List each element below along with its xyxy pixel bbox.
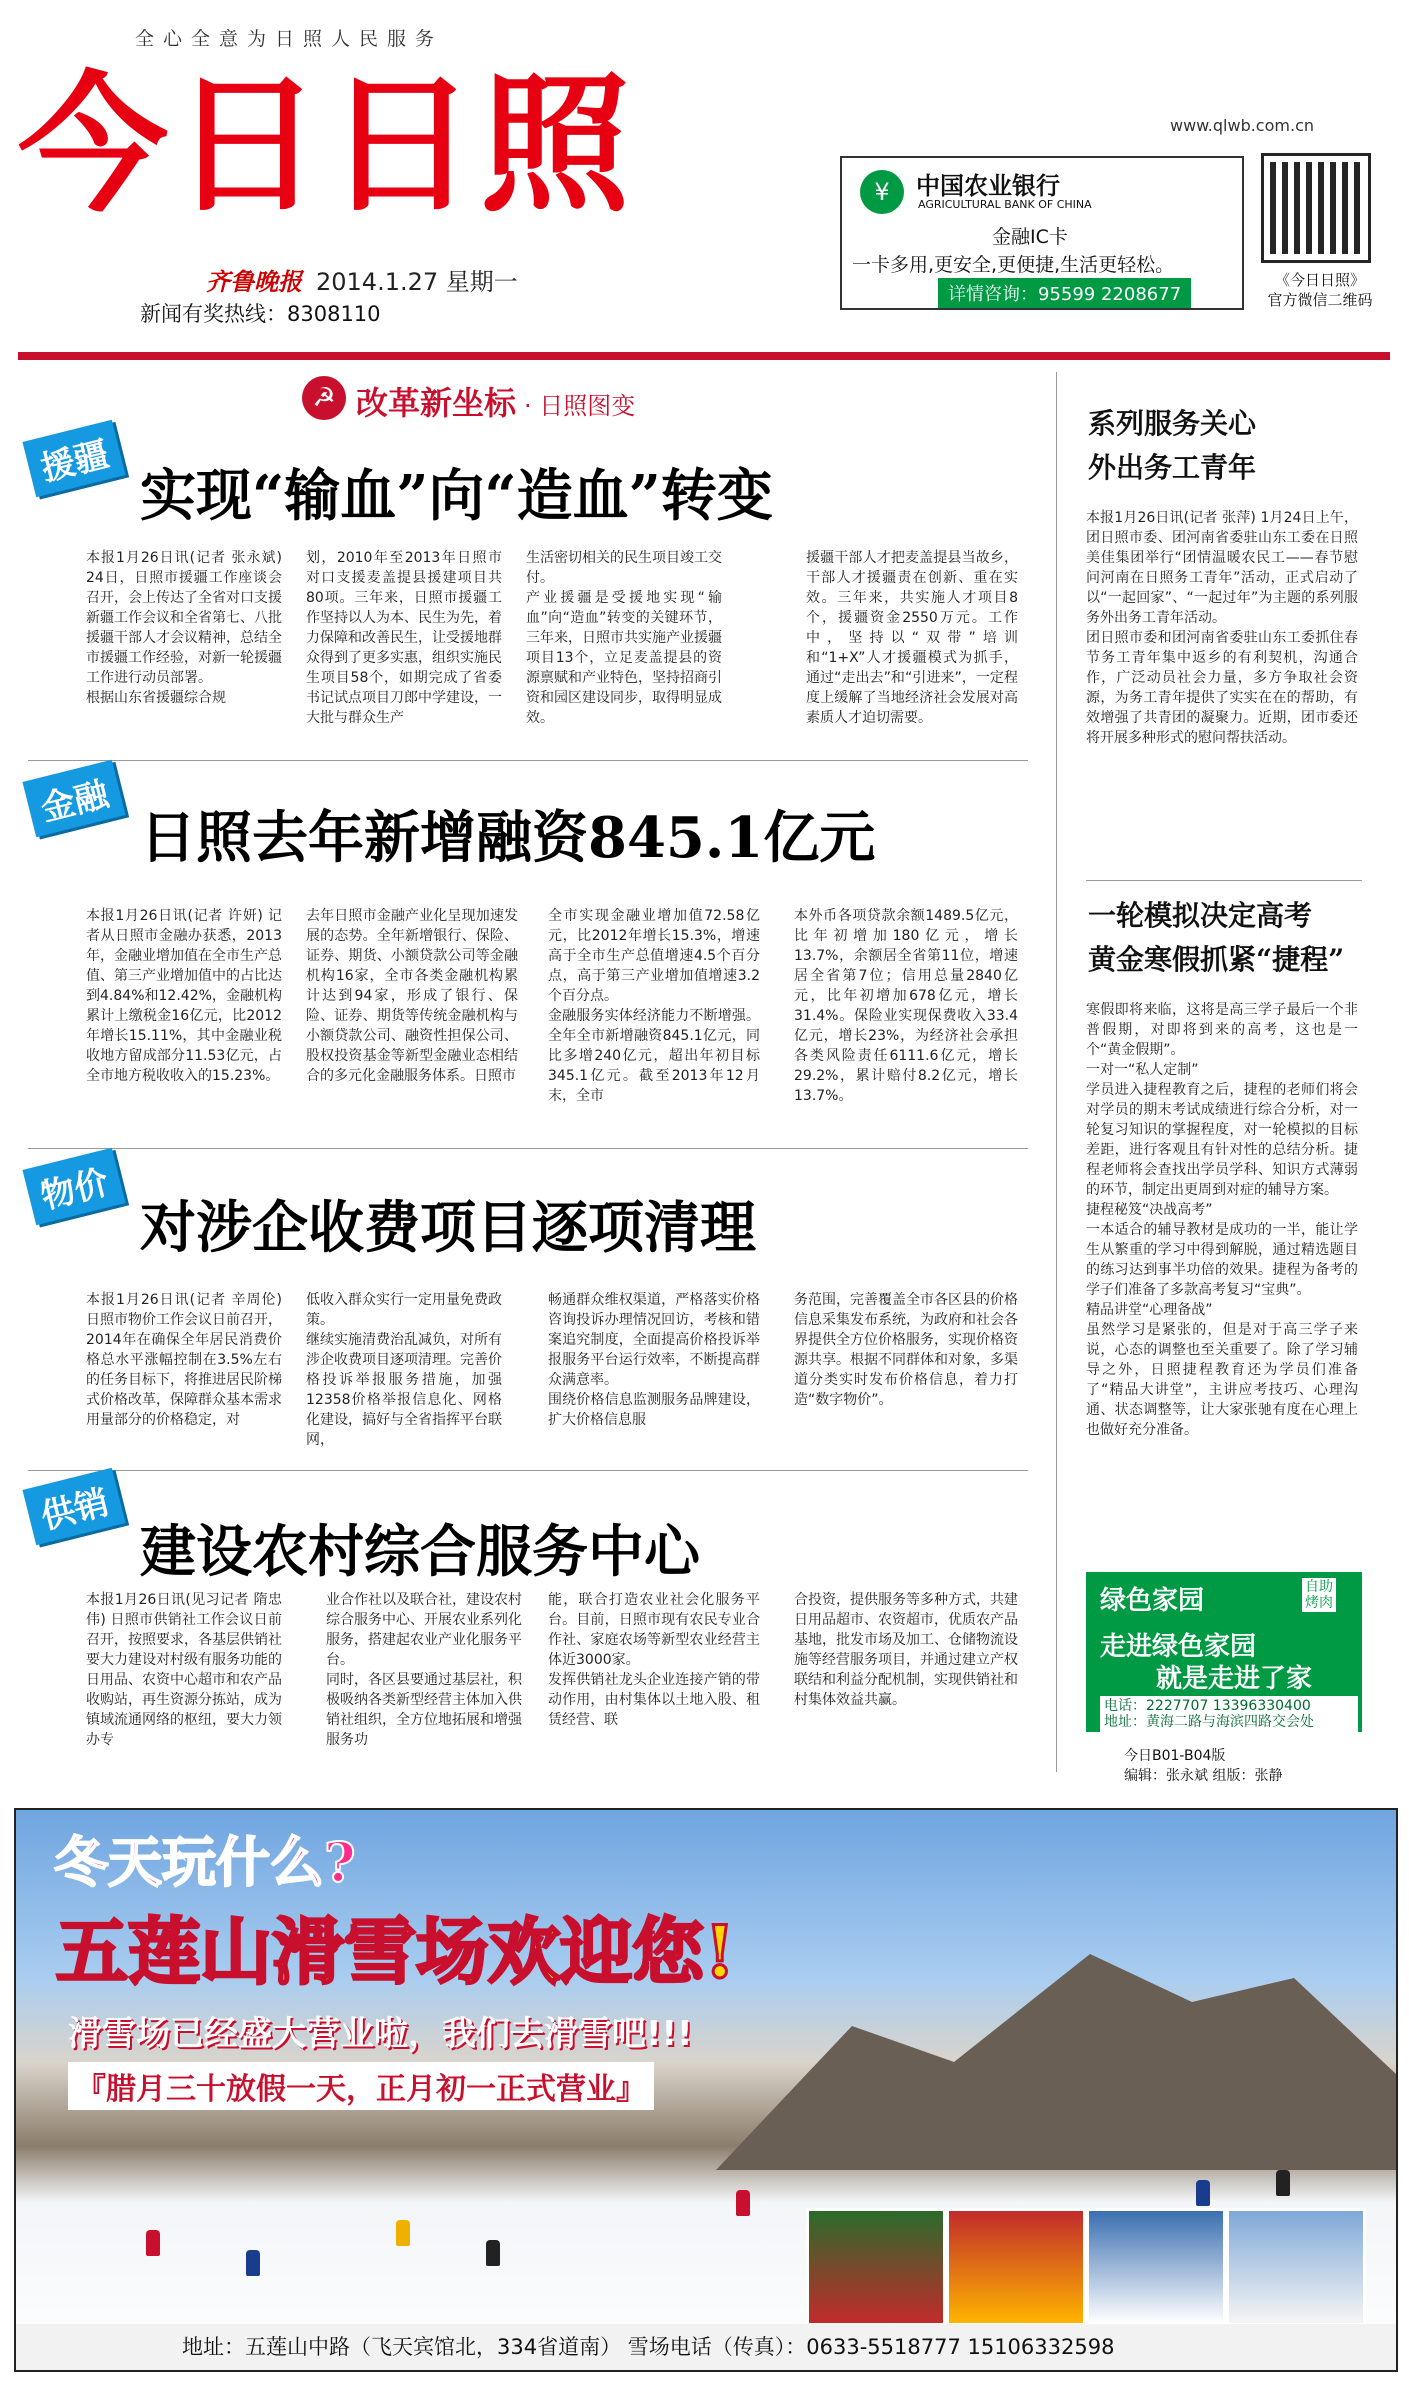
article-column: 本报1月26日讯(见习记者 隋忠伟) 日照市供销社工作会议日前召开，按照要求，各基层供销社要大力建设对村级有服务功能的日用品、农资中心超市和农产品收购站，再生资源分拣站，成为镇域流通网络的枢纽，要大力领办专 xyxy=(86,1592,282,1748)
section-theme xyxy=(356,378,635,424)
article-column: 划，2010年至2013年日照市对口支援麦盖提县援建项目共80项。三年来，日照市援疆工作坚持以人为本、民生为先，着力保障和改善民生，让受援地群众得到了更多实惠，组织实施民生项目58个，如期完成了省委书记试点项目刀郎中学建设，一大批与群众生产 xyxy=(306,550,502,726)
mountain-graphic xyxy=(716,1930,1396,2170)
article-column: 本报1月26日讯(记者 辛周伦) 日照市物价工作会议日前召开，2014年在确保全年居民消费价格总水平涨幅控制在3.5%左右的任务目标下，将推进居民阶梯式价格改革，保障群众基本需求用量部分的价格稳定，对 xyxy=(86,1292,282,1428)
sidebar-divider xyxy=(1056,372,1057,1772)
article-column: 生活密切相关的民生项目竣工交付。 产业援疆是受援地实现“输血”向“造血”转变的关键环节，三年来，日照市共实施产业援疆项目13个，立足麦盖提县的资源禀赋和产业特色，坚持招商引资和园区建设同步，取得明显成效。 xyxy=(526,550,722,726)
restaurant-slogan: 走进绿色家园 xyxy=(1100,1632,1257,1662)
news-hotline xyxy=(140,298,381,328)
qr-caption-line: 官方微信二维码 xyxy=(1267,291,1373,309)
article-column: 低收入群众实行一定用量免费政策。 继续实施清费治乱减负，对所有涉企收费项目逐项清理。完善价格投诉举报服务措施，加强12358价格举报信息化、网格化建设，搞好与全省指挥平台联网， xyxy=(306,1292,502,1448)
article-headline[interactable]: 日照去年新增融资845.1亿元 xyxy=(140,805,876,871)
article-column: 本报1月26日讯(记者 许妍) 记者从日照市金融办获悉，2013年，金融业增加值在全市生产总值、第三产业增加值中的占比达到4.84%和12.42%，金融机构累计上缴税金16亿元，比2012年增长15.11%，其中金融业税收地方留成部分11.53亿元，占全市地方税收收入的15.23%。 xyxy=(86,908,282,1084)
skier-icon xyxy=(146,2230,160,2256)
article-column: 业合作社以及联合社，建设农村综合服务中心、开展农业系列化服务，搭建起农业产业化服务平台。 同时，各区县要通过基层社，积极吸纳各类新型经营主体加入供销社组织，全方位地拓展和增强服务功 xyxy=(326,1592,522,1748)
restaurant-type: 自助烤肉 xyxy=(1302,1578,1336,1612)
ski-ad-open: 滑雪场已经盛大营业啦，我们去滑雪吧!!! xyxy=(68,2014,693,2054)
article-tag: 金融 xyxy=(22,760,125,838)
photo-thumbnail[interactable] xyxy=(946,2208,1086,2326)
bank-name: 中国农业银行 xyxy=(916,171,1060,200)
skier-icon xyxy=(486,2240,500,2266)
ski-ad-schedule: 『腊月三十放假一天，正月初一正式营业』 xyxy=(68,2062,654,2110)
page-index: 今日B01-B04版 xyxy=(1124,1748,1226,1764)
article-column: 合投资，提供服务等多种方式，共建日用品超市、农资超市，优质农产品基地，批发市场及加工、仓储物流设施等经营服务项目，并通过建立产权联结和利益分配机制，实现供销社和村集体效益共赢。 xyxy=(794,1592,1018,1708)
restaurant-advertisement[interactable] xyxy=(1086,1572,1362,1732)
article-divider xyxy=(28,760,1028,761)
website-url[interactable]: www.qlwb.com.cn xyxy=(1170,116,1314,135)
article-tag: 物价 xyxy=(22,1148,125,1226)
article-headline[interactable]: 对涉企收费项目逐项清理 xyxy=(140,1195,756,1261)
header-divider xyxy=(18,352,1390,360)
sidebar-headline-line: 外出务工青年 xyxy=(1088,451,1257,484)
photo-thumbnail[interactable] xyxy=(1086,2208,1226,2326)
article-headline[interactable]: 实现“输血”向“造血”转变 xyxy=(140,463,773,529)
page-info xyxy=(1124,1746,1282,1786)
abc-logo-icon: ¥ xyxy=(860,170,904,214)
ski-photo-strip xyxy=(806,2208,1366,2320)
bank-card-name: 金融IC卡 xyxy=(992,226,1068,248)
sidebar-article: 本报1月26日讯(记者 张萍) 1月24日上午，团日照市委、团河南省委驻山东工委在日照美佳集团举行“团情温暖农民工——春节慰问河南在日照务工青年”活动，正式启动了以“一起回家”、“一起过年”为主题的系列服务外出务工青年活动。 团日照市委和团河南省委驻山东工委抓住春节务工青年集中返乡的有利契机，沟通合作，广泛动员社会力量，多方争取社会资源，为务工青年提供了实实在在的帮助，有效增强了共青团的凝聚力。近期，团市委还将开展多种形式的慰问帮扶活动。 xyxy=(1086,510,1358,746)
masthead-slogan: 全心全意为日照人民服务 xyxy=(135,28,444,50)
article-column: 全市实现金融业增加值72.58亿元，比2012年增长15.3%，增速高于全市生产总值增速4.5个百分点，高于第三产业增加值增速3.2个百分点。 金融服务实体经济能力不断增强。全年全市新增融资845.1亿元，同比多增240亿元，超出年初目标345.1亿元。截至2013年12月末，全市 xyxy=(548,908,760,1104)
article-divider xyxy=(28,1148,1028,1149)
qr-caption xyxy=(1250,270,1390,310)
restaurant-address: 地址：黄海二路与海滨四路交会处 xyxy=(1104,1714,1314,1730)
ski-ad-title: 五莲山滑雪场欢迎您! xyxy=(56,1909,736,1994)
qr-caption-line: 《今日日照》 xyxy=(1274,271,1365,289)
hotline-number: 8308110 xyxy=(287,302,381,326)
restaurant-contact xyxy=(1100,1696,1358,1732)
sidebar-headline-line: 黄金寒假抓紧“捷程” xyxy=(1088,943,1345,976)
sidebar-headline-line: 系列服务关心 xyxy=(1088,407,1257,440)
sidebar-headline[interactable] xyxy=(1088,894,1344,982)
skier-icon xyxy=(246,2250,260,2276)
article-column: 本报1月26日讯(记者 张永斌) 24日，日照市援疆工作座谈会召开，会上传达了全省对口支援新疆工作会议和全省第七、八批援疆干部人才会议精神，总结全市援疆工作经验，对新一轮援疆工作进行动员部署。 根据山东省援疆综合规 xyxy=(86,550,282,706)
skier-icon xyxy=(1196,2180,1210,2206)
skier-icon xyxy=(736,2190,750,2216)
sidebar-divider-h xyxy=(1086,880,1362,881)
ski-ad-question: 冬天玩什么? xyxy=(54,1830,356,1894)
theme-subtitle: · 日照图变 xyxy=(524,392,636,420)
party-emblem-icon: ☭ xyxy=(302,376,346,420)
article-headline[interactable]: 建设农村综合服务中心 xyxy=(140,1519,700,1585)
bank-phone: 详情咨询：95599 2208677 xyxy=(938,278,1191,308)
sidebar-article: 寒假即将来临，这将是高三学子最后一个非普假期，对即将到来的高考，这也是一个“黄金假期”。 一对一“私人定制” 学员进入捷程教育之后，捷程的老师们将会对学员的期末考试成绩进行综合分析，对一轮复习知识的掌握程度，对一轮模拟的目标差距，进行客观且有针对性的总结分析。捷程老师将会查找出学员学科、知识方式薄弱的环节，制定出更周到对症的辅导方案。 捷程秘笈“决战高考” 一本适合的辅导教材是成功的一半，能让学生从繁重的学习中得到解脱，通过精选题目的练习达到事半功倍的效果。捷程为备考的学子们准备了多款高考复习“宝典”。 精品讲堂“心理备战” 虽然学习是紧张的，但是对于高三学子来说，心态的调整也至关重要了。除了学习辅导之外，日照捷程教育还为学员们准备了“精品大讲堂”，主讲应考技巧、心理沟通、状态调整等，让大家张驰有度在心理上也做好充分准备。 xyxy=(1086,1002,1358,1438)
article-tag: 援疆 xyxy=(22,420,125,498)
photo-thumbnail[interactable] xyxy=(1226,2208,1366,2326)
editor-credit: 编辑：张永斌 组版：张静 xyxy=(1124,1768,1283,1784)
article-column: 本外币各项贷款余额1489.5亿元，比年初增加180亿元，增长13.7%，余额居全省第11位，增速居全省第7位；信用总量2840亿元，比年初增加678亿元，增长31.4%。保险业实现保费收入33.4亿元，增长23%，为经济社会承担各类风险责任6111.6亿元，增长29.2%，累计赔付8.2亿元，增长13.7%。 xyxy=(794,908,1018,1104)
bank-name-en: AGRICULTURAL BANK OF CHINA xyxy=(918,198,1092,211)
newspaper-title: 今日日照 xyxy=(18,57,635,233)
hotline-label: 新闻有奖热线： xyxy=(140,302,287,326)
article-column: 能，联合打造农业社会化服务平台。目前，日照市现有农民专业合作社、家庭农场等新型农业经营主体近3000家。 发挥供销社龙头企业连接产销的带动作用，由村集体以土地入股、租赁经营、联 xyxy=(548,1592,760,1728)
article-column: 务范围，完善覆盖全市各区县的价格信息采集发布系统，为政府和社会各界提供全方位价格服务，实现价格资源共享。根据不同群体和对象，多渠道分类实时发布价格信息，着力打造“数字物价”。 xyxy=(794,1292,1018,1408)
restaurant-slogan: 就是走进了家 xyxy=(1156,1664,1313,1694)
sidebar-headline[interactable] xyxy=(1088,402,1256,490)
bank-slogan: 一卡多用,更安全,更便捷,生活更轻松。 xyxy=(852,254,1175,276)
ski-ad-address: 地址：五莲山中路（飞天宾馆北，334省道南） 雪场电话（传真）：0633-5518777 15106332598 xyxy=(16,2324,1396,2370)
article-tag: 供销 xyxy=(22,1468,125,1546)
sidebar-headline-line: 一轮模拟决定高考 xyxy=(1088,899,1313,932)
issue-date: 2014.1.27 星期一 xyxy=(316,268,518,296)
bank-advertisement[interactable] xyxy=(840,156,1244,310)
restaurant-tel: 电话：2227707 13396330400 xyxy=(1104,1698,1311,1714)
theme-title: 改革新坐标 xyxy=(356,384,517,422)
ski-resort-advertisement[interactable] xyxy=(14,1808,1398,2372)
publisher-logo: 齐鲁晚报 xyxy=(206,268,302,296)
article-column: 去年日照市金融产业化呈现加速发展的态势。全年新增银行、保险、证券、期货、小额贷款公司等金融机构16家，全市各类金融机构累计达到94家，形成了银行、保险、证券、期货等传统金融机构与小额贷款公司、融资性担保公司、股权投资基金等新型金融业态相结合的多元化金融服务体系。日照市 xyxy=(306,908,518,1084)
qr-code-icon[interactable] xyxy=(1264,156,1368,260)
restaurant-name: 绿色家园 xyxy=(1100,1586,1205,1616)
article-column: 援疆干部人才把麦盖提县当故乡，干部人才援疆责在创新、重在实效。三年来，共实施人才项目8个，援疆资金2550万元。工作中，坚持以“双带”培训和“1+X”人才援疆模式为抓手，通过“走出去”和“引进来”，一定程度上缓解了当地经济社会发展对高素质人才迫切需要。 xyxy=(806,550,1018,726)
photo-thumbnail[interactable] xyxy=(806,2208,946,2326)
skier-icon xyxy=(396,2220,410,2246)
article-divider xyxy=(28,1470,1028,1471)
article-column: 畅通群众维权渠道，严格落实价格咨询投诉办理情况回访，考核和错案追究制度，全面提高价格投诉举报服务平台运行效率，不断提高群众满意率。 围绕价格信息监测服务品牌建设，扩大价格信息服 xyxy=(548,1292,760,1428)
skier-icon xyxy=(1276,2170,1290,2196)
